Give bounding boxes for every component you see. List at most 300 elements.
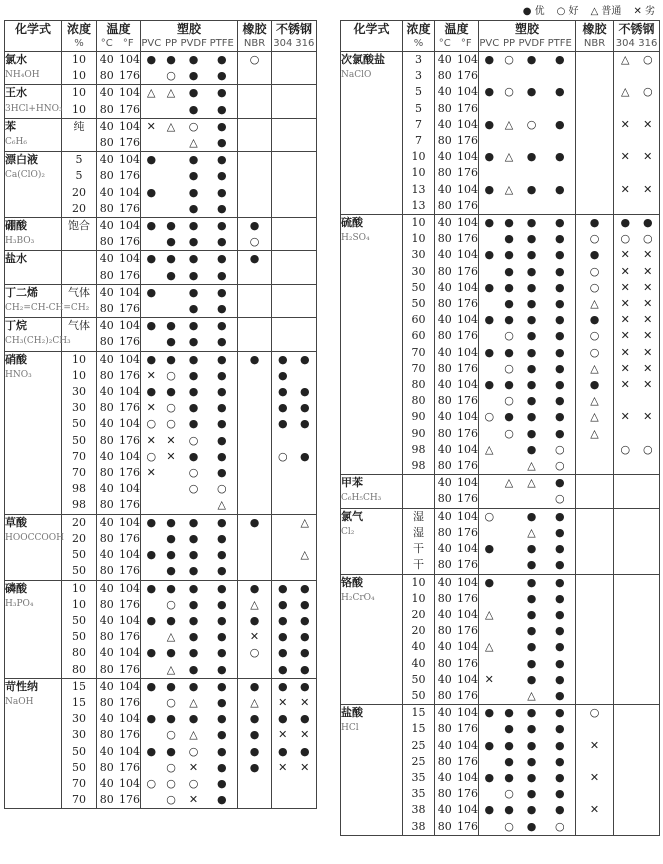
rating-nbr bbox=[576, 607, 614, 623]
rating-304: ✕ bbox=[614, 377, 637, 393]
rating-ptfe: ● bbox=[216, 169, 227, 183]
temp-c-cell: 40 bbox=[97, 152, 117, 169]
rating-ptfe: ● bbox=[554, 329, 565, 343]
rating-pp: ○ bbox=[504, 394, 514, 408]
rating-ptfe bbox=[545, 198, 576, 215]
rating-pvc: ● bbox=[141, 251, 162, 268]
rating-316: ✕ bbox=[643, 280, 653, 294]
temp-f-cell: 176 bbox=[119, 201, 141, 215]
legend-average: △ 普通 bbox=[590, 5, 622, 17]
concentration-cell: 70 bbox=[62, 449, 97, 465]
rating-ptfe: ● bbox=[216, 368, 227, 382]
temp-c-cell: 40 bbox=[435, 802, 455, 818]
temp-f-cell: 104 bbox=[457, 442, 479, 456]
header-316: 316 bbox=[638, 38, 658, 49]
temp-c-cell: 40 bbox=[435, 442, 455, 458]
rating-pvc: ✕ bbox=[141, 433, 162, 449]
rating-316 bbox=[637, 802, 660, 818]
temp-f-cell: 176 bbox=[119, 564, 141, 578]
rating-pvdf: △ bbox=[189, 728, 198, 742]
rating-304: ● bbox=[272, 597, 294, 613]
rating-pvdf: ● bbox=[526, 345, 537, 359]
legend-excellent: ● 优 bbox=[522, 5, 545, 17]
temp-c-cell: 80 bbox=[435, 688, 455, 705]
concentration-cell: 80 bbox=[403, 393, 435, 409]
rating-316 bbox=[637, 591, 660, 607]
concentration-cell bbox=[403, 491, 435, 508]
rating-nbr: ○ bbox=[576, 231, 614, 247]
rating-ptfe: ● bbox=[216, 712, 227, 726]
rating-pvdf: ● bbox=[188, 712, 199, 726]
rating-316 bbox=[294, 792, 317, 809]
rating-304 bbox=[272, 268, 294, 285]
rating-pvdf: ● bbox=[526, 264, 537, 278]
rating-nbr bbox=[238, 416, 272, 432]
rating-ptfe: ● bbox=[545, 52, 576, 69]
temp-c-cell: 80 bbox=[435, 296, 455, 312]
chemical-cell bbox=[5, 52, 62, 85]
temp-c-cell: 80 bbox=[97, 201, 117, 218]
temp-f-cell: 104 bbox=[119, 385, 141, 399]
temp-c-cell: 80 bbox=[435, 591, 455, 607]
rating-pvc: ● bbox=[141, 185, 162, 201]
rating-pvdf: ● bbox=[181, 284, 207, 301]
rating-pvc bbox=[141, 234, 162, 251]
rating-316 bbox=[637, 525, 660, 541]
temp-c-cell: 40 bbox=[435, 409, 455, 425]
rating-nbr bbox=[576, 68, 614, 84]
rating-pvc bbox=[479, 819, 500, 836]
rating-nbr bbox=[238, 152, 272, 169]
rating-304: ✕ bbox=[614, 345, 637, 361]
chemical-name: 硫酸 bbox=[341, 216, 363, 230]
table-row bbox=[5, 351, 317, 368]
concentration-cell: 5 bbox=[403, 84, 435, 100]
rating-pvdf: ● bbox=[181, 251, 207, 268]
temp-f-cell: 176 bbox=[457, 166, 479, 180]
rating-304 bbox=[614, 721, 637, 737]
rating-nbr bbox=[238, 465, 272, 481]
temp-f-cell: 176 bbox=[457, 394, 479, 408]
concentration-cell: 气体 bbox=[62, 318, 97, 351]
rating-pp: ● bbox=[166, 385, 176, 399]
rating-pvdf: ● bbox=[181, 351, 207, 368]
temp-f-cell: 104 bbox=[117, 52, 141, 69]
rating-pp bbox=[162, 465, 181, 481]
rating-304 bbox=[272, 185, 294, 201]
concentration-cell: 15 bbox=[403, 721, 435, 737]
temp-f-cell: 104 bbox=[119, 712, 141, 726]
rating-pvdf: ● bbox=[188, 169, 199, 183]
temp-c-cell: 80 bbox=[435, 165, 455, 181]
chemical-name: 草酸 bbox=[5, 515, 27, 529]
rating-pvdf: ● bbox=[181, 318, 207, 335]
rating-ptfe: ● bbox=[554, 770, 565, 784]
temp-f-cell: 176 bbox=[457, 459, 479, 473]
chemical-cell bbox=[341, 508, 403, 574]
temp-c-cell: 80 bbox=[97, 629, 117, 645]
rating-ptfe: ● bbox=[554, 688, 565, 702]
chemical-cell bbox=[341, 215, 403, 475]
rating-pvc: ● bbox=[141, 678, 162, 695]
rating-pp bbox=[500, 133, 519, 149]
rating-304: ● bbox=[272, 351, 294, 368]
table-row bbox=[5, 318, 317, 335]
rating-pvdf: ○ bbox=[188, 744, 199, 758]
temp-c-cell: 80 bbox=[97, 301, 117, 318]
concentration-cell: 50 bbox=[62, 547, 97, 563]
resistance-table-right bbox=[340, 20, 660, 836]
rating-304 bbox=[272, 201, 294, 218]
rating-304: ✕ bbox=[614, 409, 637, 425]
rating-316: ✕ bbox=[643, 117, 653, 131]
rating-nbr: △ bbox=[576, 393, 614, 409]
rating-nbr bbox=[576, 557, 614, 574]
concentration-cell: 30 bbox=[62, 711, 97, 727]
rating-pvdf: ● bbox=[188, 69, 199, 83]
concentration-cell: 98 bbox=[62, 497, 97, 514]
concentration-cell: 20 bbox=[62, 531, 97, 547]
rating-316: ✕ bbox=[643, 313, 653, 327]
rating-pvc: ○ bbox=[479, 508, 500, 525]
rating-ptfe: ● bbox=[207, 514, 238, 531]
rating-ptfe: ● bbox=[207, 152, 238, 169]
rating-nbr bbox=[576, 149, 614, 165]
temp-c-cell: 40 bbox=[435, 508, 455, 525]
rating-nbr bbox=[238, 201, 272, 218]
rating-pvdf: ● bbox=[519, 508, 545, 525]
rating-304 bbox=[272, 52, 294, 69]
rating-ptfe: ● bbox=[216, 136, 227, 150]
rating-pvc bbox=[141, 662, 162, 679]
concentration-cell: 15 bbox=[403, 705, 435, 722]
rating-304 bbox=[272, 481, 294, 497]
concentration-cell: 70 bbox=[62, 792, 97, 809]
rating-pvc bbox=[141, 497, 162, 514]
rating-pvc: ✕ bbox=[141, 118, 162, 135]
concentration-cell: 5 bbox=[62, 168, 97, 184]
rating-pvc: ● bbox=[479, 52, 500, 69]
temp-c-cell: 80 bbox=[435, 525, 455, 541]
rating-pvdf: ● bbox=[181, 52, 207, 69]
rating-pp: ● bbox=[504, 264, 514, 278]
rating-316 bbox=[637, 721, 660, 737]
rating-pvc: ● bbox=[141, 351, 162, 368]
concentration-cell: 10 bbox=[62, 368, 97, 384]
temp-f-cell: 176 bbox=[119, 760, 141, 774]
rating-pp: △ bbox=[504, 150, 514, 164]
rating-pvc bbox=[479, 525, 500, 541]
temp-c-cell: 80 bbox=[97, 68, 117, 85]
rating-pvc: ○ bbox=[141, 416, 162, 432]
temp-c-cell: 40 bbox=[435, 84, 455, 100]
rating-ptfe: ● bbox=[554, 591, 565, 605]
temp-f-cell: 104 bbox=[119, 185, 141, 199]
header-f-unit: °F bbox=[122, 38, 134, 49]
header-conc-unit: % bbox=[403, 37, 435, 52]
rating-pvc bbox=[479, 68, 500, 84]
rating-pp bbox=[162, 135, 181, 152]
temp-f-cell: 104 bbox=[457, 770, 479, 784]
rating-nbr: ● bbox=[238, 678, 272, 695]
rating-pvc bbox=[479, 426, 500, 442]
concentration-cell: 35 bbox=[403, 786, 435, 802]
rating-304 bbox=[272, 792, 294, 809]
rating-304 bbox=[614, 475, 637, 492]
rating-nbr: ○ bbox=[238, 645, 272, 661]
header-pvdf: PVDF bbox=[180, 38, 207, 49]
table-row bbox=[341, 52, 660, 69]
rating-304: ● bbox=[272, 416, 294, 432]
rating-nbr bbox=[576, 117, 614, 133]
rating-ptfe: ● bbox=[554, 656, 565, 670]
rating-pp: ● bbox=[504, 248, 514, 262]
rating-304 bbox=[272, 218, 294, 235]
rating-304 bbox=[614, 198, 637, 215]
concentration-cell: 70 bbox=[403, 361, 435, 377]
rating-pp: ● bbox=[162, 318, 181, 335]
rating-pp: ○ bbox=[504, 361, 514, 375]
rating-316 bbox=[294, 268, 317, 285]
rating-nbr bbox=[576, 623, 614, 639]
rating-pp bbox=[500, 442, 519, 458]
rating-304 bbox=[614, 458, 637, 475]
rating-ptfe: ● bbox=[207, 318, 238, 335]
rating-ptfe: ● bbox=[554, 754, 565, 768]
temp-f-cell: 104 bbox=[119, 482, 141, 496]
rating-pvc: ● bbox=[479, 247, 500, 263]
temp-c-cell: 40 bbox=[97, 251, 117, 268]
rating-ptfe: ● bbox=[207, 218, 238, 235]
rating-304: ● bbox=[272, 645, 294, 661]
header-plastic: 塑胶 bbox=[141, 21, 238, 38]
rating-ptfe: ● bbox=[545, 574, 576, 591]
rating-ptfe: ● bbox=[554, 85, 565, 99]
temp-c-cell: 40 bbox=[97, 284, 117, 301]
rating-pvdf: ● bbox=[519, 574, 545, 591]
rating-304 bbox=[614, 525, 637, 541]
rating-316 bbox=[294, 185, 317, 201]
temp-c-cell: 80 bbox=[97, 168, 117, 184]
rating-pp bbox=[500, 688, 519, 705]
table-row bbox=[341, 705, 660, 722]
temp-f-cell: 104 bbox=[455, 705, 479, 722]
rating-316: ○ bbox=[642, 85, 653, 99]
temp-f-cell: 104 bbox=[457, 738, 479, 752]
rating-pvdf: ○ bbox=[188, 482, 199, 496]
rating-pp: △ bbox=[162, 85, 181, 102]
rating-nbr bbox=[238, 85, 272, 102]
rating-ptfe: △ bbox=[217, 498, 226, 512]
concentration-cell: 98 bbox=[403, 442, 435, 458]
rating-nbr bbox=[238, 400, 272, 416]
temp-f-cell: 104 bbox=[455, 574, 479, 591]
rating-304 bbox=[614, 770, 637, 786]
rating-pp: △ bbox=[504, 182, 514, 196]
rating-pvc: ● bbox=[141, 645, 162, 661]
rating-pvdf: ● bbox=[181, 152, 207, 169]
rating-pvc bbox=[479, 231, 500, 247]
rating-pp: ● bbox=[504, 770, 514, 784]
rating-nbr bbox=[576, 525, 614, 541]
rating-pp bbox=[500, 198, 519, 215]
rating-316 bbox=[294, 68, 317, 85]
concentration-cell: 25 bbox=[403, 738, 435, 754]
temp-c-cell: 40 bbox=[435, 377, 455, 393]
rating-316: ● bbox=[299, 712, 310, 726]
rating-pvdf bbox=[519, 133, 545, 149]
rating-pp: ○ bbox=[166, 776, 176, 790]
rating-nbr bbox=[576, 656, 614, 672]
temp-c-cell: 80 bbox=[435, 491, 455, 508]
table-row bbox=[5, 580, 317, 597]
rating-pvc: ✕ bbox=[141, 368, 162, 384]
rating-pvdf: ● bbox=[188, 531, 199, 545]
rating-316 bbox=[637, 705, 660, 722]
rating-316: ● bbox=[637, 215, 660, 232]
temp-f-cell: 176 bbox=[457, 329, 479, 343]
rating-304: ● bbox=[272, 368, 294, 384]
rating-316: ● bbox=[299, 662, 310, 676]
temp-c-cell: 80 bbox=[435, 133, 455, 149]
rating-ptfe: ● bbox=[545, 215, 576, 232]
rating-ptfe: ● bbox=[216, 268, 227, 282]
rating-ptfe: ● bbox=[554, 280, 565, 294]
rating-316 bbox=[637, 475, 660, 492]
rating-ptfe: ● bbox=[216, 548, 227, 562]
rating-pvc: ● bbox=[479, 182, 500, 198]
header-chemical: 化学式 bbox=[5, 21, 62, 52]
rating-304 bbox=[614, 491, 637, 508]
rating-pvdf: ● bbox=[526, 672, 537, 686]
rating-pp bbox=[500, 458, 519, 475]
rating-ptfe: ● bbox=[216, 613, 227, 627]
temp-f-cell: 104 bbox=[117, 251, 141, 268]
rating-pvc: ○ bbox=[141, 449, 162, 465]
rating-316 bbox=[294, 284, 317, 301]
rating-nbr bbox=[576, 491, 614, 508]
rating-ptfe: ● bbox=[554, 542, 565, 556]
rating-pvdf: ● bbox=[526, 378, 537, 392]
rating-pvdf: ● bbox=[526, 542, 537, 556]
rating-316 bbox=[637, 68, 660, 84]
rating-304 bbox=[272, 251, 294, 268]
rating-pvc: ● bbox=[479, 149, 500, 165]
concentration-cell: 98 bbox=[62, 481, 97, 497]
rating-pvdf: ● bbox=[188, 401, 199, 415]
rating-316 bbox=[637, 754, 660, 770]
chemical-cell bbox=[341, 705, 403, 836]
temp-c-cell: 40 bbox=[97, 645, 117, 661]
rating-pvdf: ✕ bbox=[188, 760, 199, 774]
rating-pp: △ bbox=[504, 117, 514, 131]
rating-ptfe: ● bbox=[554, 264, 565, 278]
temp-c-cell: 40 bbox=[97, 613, 117, 629]
rating-pvc bbox=[479, 296, 500, 312]
rating-ptfe: ● bbox=[216, 201, 227, 215]
rating-ptfe: ● bbox=[554, 182, 565, 196]
rating-pp: ● bbox=[166, 531, 176, 545]
temp-c-cell: 40 bbox=[435, 215, 455, 232]
rating-pp bbox=[162, 201, 181, 218]
concentration-cell: 20 bbox=[62, 185, 97, 201]
table-row bbox=[341, 508, 660, 525]
rating-nbr bbox=[576, 165, 614, 181]
rating-nbr bbox=[238, 662, 272, 679]
rating-pp bbox=[500, 574, 519, 591]
rating-316 bbox=[637, 770, 660, 786]
rating-304: ✕ bbox=[614, 280, 637, 296]
chemical-name: 漂白液 bbox=[5, 153, 38, 167]
rating-pp bbox=[162, 301, 181, 318]
temp-f-cell: 104 bbox=[457, 410, 479, 424]
rating-304 bbox=[614, 557, 637, 574]
rating-pvdf: △ bbox=[519, 475, 545, 492]
concentration-cell: 10 bbox=[403, 591, 435, 607]
rating-ptfe: ○ bbox=[554, 492, 565, 506]
rating-316 bbox=[294, 531, 317, 547]
rating-304 bbox=[614, 754, 637, 770]
rating-ptfe: ● bbox=[554, 558, 565, 572]
temp-f-cell: 104 bbox=[117, 85, 141, 102]
temp-c-cell: 40 bbox=[435, 672, 455, 688]
header-c-unit: °C bbox=[97, 37, 117, 52]
rating-nbr: ● bbox=[576, 312, 614, 328]
rating-316: ● bbox=[299, 744, 310, 758]
temp-c-cell: 80 bbox=[97, 368, 117, 384]
concentration-cell: 10 bbox=[403, 231, 435, 247]
chemical-cell bbox=[341, 574, 403, 705]
concentration-cell: 50 bbox=[403, 296, 435, 312]
rating-pvdf bbox=[519, 491, 545, 508]
concentration-cell: 70 bbox=[62, 465, 97, 481]
rating-pvdf: ● bbox=[526, 738, 537, 752]
rating-pvc: ● bbox=[479, 802, 500, 818]
temp-c-cell: 80 bbox=[97, 334, 117, 351]
concentration-cell: 20 bbox=[403, 623, 435, 639]
concentration-cell: 50 bbox=[62, 629, 97, 645]
rating-ptfe: ● bbox=[216, 564, 227, 578]
temp-c-cell: 40 bbox=[97, 776, 117, 792]
chemical-formula: H₃BO₃ bbox=[5, 236, 35, 247]
chemical-cell bbox=[5, 218, 62, 251]
rating-pvc bbox=[479, 328, 500, 344]
temp-c-cell: 80 bbox=[435, 721, 455, 737]
temp-f-cell: 104 bbox=[117, 351, 141, 368]
rating-304 bbox=[272, 301, 294, 318]
rating-pp bbox=[500, 68, 519, 84]
rating-ptfe: ● bbox=[554, 117, 565, 131]
temp-f-cell: 104 bbox=[457, 182, 479, 196]
rating-pvdf bbox=[181, 497, 207, 514]
chemical-name: 王水 bbox=[5, 86, 27, 100]
rating-pp: ● bbox=[504, 754, 514, 768]
rating-pp: ● bbox=[162, 351, 181, 368]
rating-pvdf: ● bbox=[188, 630, 199, 644]
temp-c-cell: 80 bbox=[97, 135, 117, 152]
rating-nbr bbox=[238, 433, 272, 449]
rating-pp: ● bbox=[162, 514, 181, 531]
rating-pvdf: ● bbox=[526, 607, 537, 621]
rating-nbr: ● bbox=[238, 514, 272, 531]
rating-pvc: ● bbox=[141, 284, 162, 301]
temp-f-cell: 176 bbox=[457, 525, 479, 539]
rating-pvdf: ● bbox=[526, 819, 537, 833]
header-pvc: PVC bbox=[479, 37, 500, 52]
concentration-cell: 50 bbox=[403, 688, 435, 705]
rating-nbr bbox=[238, 547, 272, 563]
rating-304: ● bbox=[272, 384, 294, 400]
